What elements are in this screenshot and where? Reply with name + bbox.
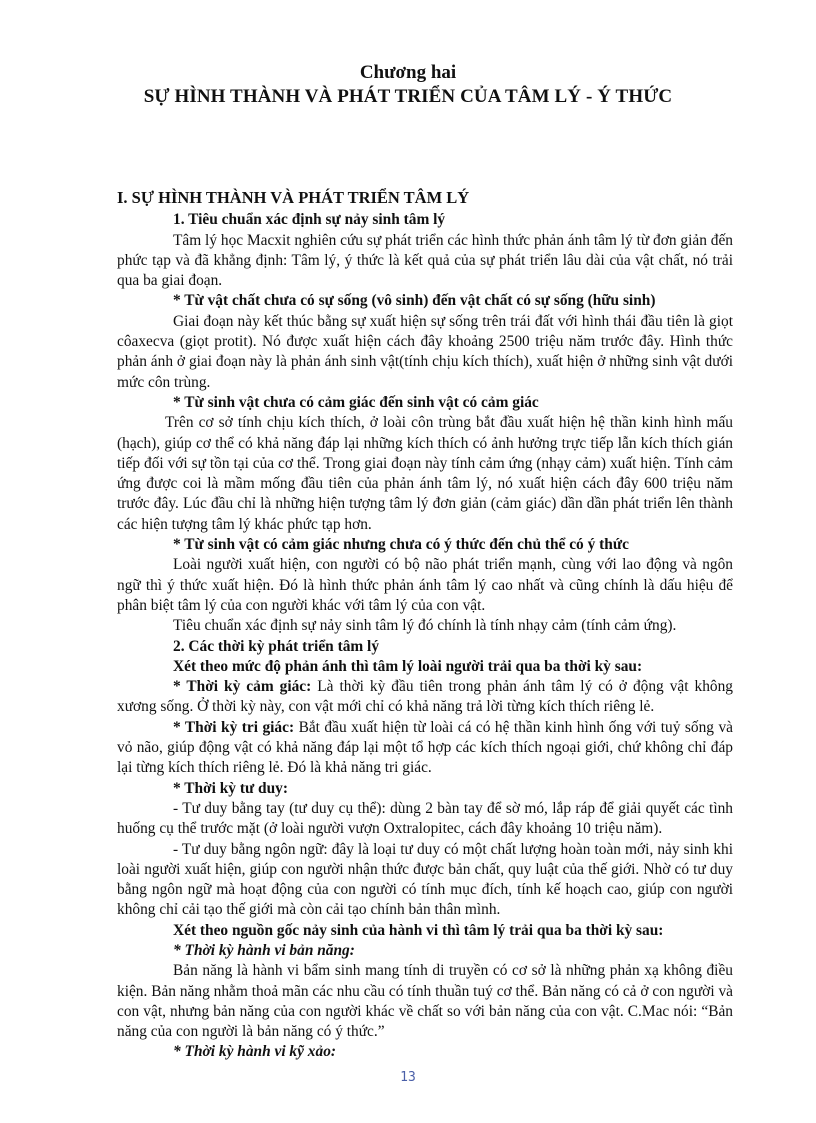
skill-label: * Thời kỳ hành vi kỹ xảo:	[173, 1043, 337, 1061]
stage1-heading: * Từ vật chất chưa có sự sống (vô sinh) đến vật chất có sự sống (hữu sinh)	[173, 292, 656, 310]
by-level-heading: Xét theo mức độ phản ánh thì tâm lý loài người trải qua ba thời kỳ sau:	[173, 657, 643, 675]
period-perception-label: * Thời kỳ tri giác:	[173, 718, 295, 736]
instinct-heading	[117, 941, 733, 961]
stage2-heading: * Từ sinh vật chưa có cảm giác đến sinh vật có cảm giác	[173, 393, 539, 411]
subsection-heading-2: 2. Các thời kỳ phát triển tâm lý	[173, 637, 380, 655]
paragraph-intro: Tâm lý học Macxit nghiên cứu sự phát triển các hình thức phản ánh tâm lý từ đơn giản đến phức tạp và đã khẳng định: Tâm lý, ý thức là kết quả của sự phát triển lâu dài của vật chất, nó trải qua ba giai đoạn.	[117, 231, 733, 290]
stage2-paragraph: Trên cơ sở tính chịu kích thích, ở loài côn trùng bắt đầu xuất hiện hệ thần kinh hình mấu (hạch), giúp cơ thể có khả năng đáp lại những kích thích có ảnh hưởng trực tiếp lẫn kích thích gián tiếp đối với sự tồn tại của cơ thể. Trong giai đoạn này tính cảm ứng (nhạy cảm) xuất hiện. Tính cảm ứng được coi là mầm mống đầu tiên của phản ánh tâm lý, nó xuất hiện cách đây 600 triệu năm trước đây. Lúc đầu chỉ là những hiện tượng tâm lý đơn giản (cảm giác) dần dần phát triển lên thành các hiện tượng tâm lý khác phức tạp hơn.	[117, 414, 733, 533]
stage3-paragraph: Loài người xuất hiện, con người có bộ não phát triển mạnh, cùng với lao động và ngôn ngữ thì ý thức xuất hiện. Đó là hình thức phản ánh tâm lý cao nhất và cũng chính là dấu hiệu để phân biệt tâm lý của con người khác với tâm lý của con vật.	[117, 556, 733, 614]
section-heading: I. SỰ HÌNH THÀNH VÀ PHÁT TRIỂN TÂM LÝ	[117, 188, 470, 207]
thinking-by-language-paragraph: - Tư duy bằng ngôn ngữ: đây là loại tư duy có một chất lượng hoàn toàn mới, nảy sinh khi loài người xuất hiện, giúp con người nhận thức được bản chất, quy luật của thế giới. Nhờ có tư duy bằng ngôn ngữ mà hoạt động của con người có tính mục đích, tính kế hoạch cao, giúp con người không chỉ cải tạo thế giới mà còn cải tạo chính bản thân mình.	[117, 840, 733, 919]
stage1-paragraph: Giai đoạn này kết thúc bằng sự xuất hiện sự sống trên trái đất với hình thái đầu tiên là giọt côaxecva (giọt protit). Nó được xuất hiện cách đây khoảng 2500 triệu năm trước đây. Hình thức phản ánh ở giai đoạn này là phản ánh sinh vật(tính chịu kích thích), xuất hiện ở những sinh vật dưới mức côn trùng.	[117, 312, 733, 391]
period-sensation-paragraph	[117, 677, 733, 718]
period-sensation-label: * Thời kỳ cảm giác:	[173, 678, 312, 696]
by-origin-heading: Xét theo nguồn gốc nảy sinh của hành vi thì tâm lý trải qua ba thời kỳ sau:	[173, 921, 664, 939]
period-perception-paragraph	[117, 718, 733, 779]
page-number: 13	[400, 1070, 416, 1085]
chapter-label: Chương hai	[359, 62, 457, 83]
criterion-paragraph: Tiêu chuẩn xác định sự nảy sinh tâm lý đó chính là tính nhạy cảm (tính cảm ứng).	[173, 617, 677, 635]
period-sensation-text: Là thời kỳ đầu tiên trong phản ánh tâm lý có ở động vật không xương sống. Ở thời kỳ này, con vật mới chỉ có khả năng trả lời từng kích thích riêng lẻ.	[117, 678, 734, 716]
period-thinking-heading: * Thời kỳ tư duy:	[173, 779, 288, 797]
period-perception-text: Bắt đầu xuất hiện từ loài cá có hệ thần kinh hình ống với tuỷ sống và vỏ não, giúp động vật có khả năng đáp lại một tổ hợp các kích thích ngoại giới, chứ không chỉ đáp lại từng kích thích riêng lẻ. Đó là khả năng tri giác.	[117, 718, 733, 777]
instinct-label: * Thời kỳ hành vi bản năng:	[173, 941, 355, 959]
thinking-by-hand-paragraph: - Tư duy bằng tay (tư duy cụ thể): dùng 2 bàn tay để sờ mó, lắp ráp để giải quyết các tình huống cụ thể trước mặt (ở loài người vượn Oxtralopitec, cách đây khoảng 10 triệu năm).	[117, 799, 733, 838]
body-content	[117, 188, 733, 1063]
skill-heading	[117, 1042, 733, 1062]
subsection-heading-1: 1. Tiêu chuẩn xác định sự nảy sinh tâm lý	[173, 211, 446, 229]
stage3-heading: * Từ sinh vật có cảm giác nhưng chưa có ý thức đến chủ thể có ý thức	[173, 536, 629, 554]
instinct-paragraph: Bản năng là hành vi bẩm sinh mang tính di truyền có cơ sở là những phản xạ không điều kiện. Bản năng nhằm thoả mãn các nhu cầu có tính thuần tuý cơ thể. Bản năng có cả ở con người và con vật, nhưng bản năng của con người khác về chất so với bản năng của con vật. C.Mac nói: “Bản năng của con người là bản năng có ý thức.”	[117, 962, 733, 1041]
chapter-title: SỰ HÌNH THÀNH VÀ PHÁT TRIỂN CỦA TÂM LÝ - Ý THỨC	[143, 86, 673, 107]
